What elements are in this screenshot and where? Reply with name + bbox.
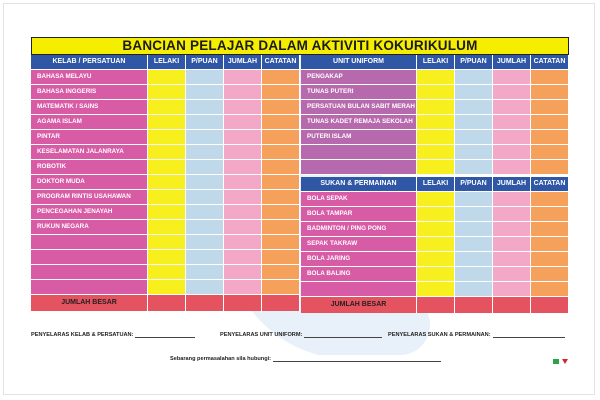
entry-cell[interactable] xyxy=(531,160,569,175)
activity-label: BOLA TAMPAR xyxy=(301,207,417,222)
entry-cell[interactable] xyxy=(262,130,300,145)
entry-cell[interactable] xyxy=(148,175,186,190)
activity-label: DOKTOR MUDA xyxy=(31,175,148,190)
entry-cell[interactable] xyxy=(148,70,186,85)
publisher-logos xyxy=(553,359,569,364)
column-header: CATATAN xyxy=(531,177,569,192)
entry-cell[interactable] xyxy=(186,160,224,175)
entry-cell[interactable] xyxy=(455,100,493,115)
entry-cell[interactable] xyxy=(224,115,262,130)
entry-cell[interactable] xyxy=(262,280,300,295)
table-row xyxy=(31,265,300,280)
entry-cell[interactable] xyxy=(493,130,531,145)
uniform-unit-table xyxy=(301,55,569,175)
activity-label xyxy=(301,160,417,175)
grand-total-cell[interactable] xyxy=(262,295,300,311)
entry-cell[interactable] xyxy=(186,175,224,190)
column-header: CATATAN xyxy=(531,55,569,70)
uniform-coordinator-line[interactable] xyxy=(304,331,382,338)
entry-cell[interactable] xyxy=(493,70,531,85)
entry-cell[interactable] xyxy=(531,282,569,297)
activity-label xyxy=(301,145,417,160)
contact-line-blank[interactable] xyxy=(273,355,441,362)
grand-total-cell[interactable] xyxy=(148,295,186,311)
table-header-row xyxy=(301,177,569,192)
column-header: LELAKI xyxy=(417,177,455,192)
entry-cell[interactable] xyxy=(417,115,455,130)
activity-label: BAHASA MELAYU xyxy=(31,70,148,85)
table-row xyxy=(301,267,569,282)
entry-cell[interactable] xyxy=(417,192,455,207)
entry-cell[interactable] xyxy=(455,85,493,100)
entry-cell[interactable] xyxy=(493,192,531,207)
club-society-table xyxy=(31,55,300,311)
entry-cell[interactable] xyxy=(455,207,493,222)
red-check-icon xyxy=(562,359,569,364)
table-row xyxy=(31,100,300,115)
entry-cell[interactable] xyxy=(224,85,262,100)
grand-total-cell[interactable] xyxy=(186,295,224,311)
entry-cell[interactable] xyxy=(493,267,531,282)
entry-cell[interactable] xyxy=(455,130,493,145)
entry-cell[interactable] xyxy=(148,85,186,100)
entry-cell[interactable] xyxy=(148,190,186,205)
activity-label: PUTERI ISLAM xyxy=(301,130,417,145)
activity-label: PENGAKAP xyxy=(301,70,417,85)
sports-coordinator-label: PENYELARAS SUKAN & PERMAINAN: xyxy=(388,332,491,338)
entry-cell[interactable] xyxy=(493,145,531,160)
entry-cell[interactable] xyxy=(148,265,186,280)
activity-label: BOLA JARING xyxy=(301,252,417,267)
entry-cell[interactable] xyxy=(493,115,531,130)
entry-cell[interactable] xyxy=(262,100,300,115)
entry-cell[interactable] xyxy=(417,100,455,115)
table-row xyxy=(301,70,569,85)
entry-cell[interactable] xyxy=(224,280,262,295)
entry-cell[interactable] xyxy=(493,282,531,297)
entry-cell[interactable] xyxy=(262,250,300,265)
entry-cell[interactable] xyxy=(148,130,186,145)
entry-cell[interactable] xyxy=(224,70,262,85)
table-row xyxy=(31,130,300,145)
table-row xyxy=(301,282,569,297)
entry-cell[interactable] xyxy=(224,250,262,265)
table-row xyxy=(31,205,300,220)
activity-label xyxy=(31,235,148,250)
entry-cell[interactable] xyxy=(224,265,262,280)
table-row xyxy=(31,250,300,265)
grand-total-label: JUMLAH BESAR xyxy=(31,295,148,311)
table-row xyxy=(31,145,300,160)
entry-cell[interactable] xyxy=(531,100,569,115)
club-coordinator-signature xyxy=(31,331,195,338)
entry-cell[interactable] xyxy=(186,145,224,160)
table-row xyxy=(301,192,569,207)
table-row xyxy=(301,237,569,252)
entry-cell[interactable] xyxy=(148,235,186,250)
table-row xyxy=(31,190,300,205)
entry-cell[interactable] xyxy=(262,85,300,100)
entry-cell[interactable] xyxy=(417,207,455,222)
grand-total-cell[interactable] xyxy=(417,297,455,313)
activity-label: AGAMA ISLAM xyxy=(31,115,148,130)
grand-total-cell[interactable] xyxy=(224,295,262,311)
activity-label xyxy=(301,282,417,297)
table-row xyxy=(31,85,300,100)
activity-label: BADMINTON / PING PONG xyxy=(301,222,417,237)
entry-cell[interactable] xyxy=(186,235,224,250)
entry-cell[interactable] xyxy=(455,282,493,297)
activity-label xyxy=(31,280,148,295)
entry-cell[interactable] xyxy=(531,70,569,85)
entry-cell[interactable] xyxy=(531,115,569,130)
contact-line xyxy=(170,355,441,362)
entry-cell[interactable] xyxy=(186,190,224,205)
entry-cell[interactable] xyxy=(455,70,493,85)
entry-cell[interactable] xyxy=(186,85,224,100)
entry-cell[interactable] xyxy=(262,115,300,130)
entry-cell[interactable] xyxy=(531,85,569,100)
table-row xyxy=(31,280,300,295)
category-header: UNIT UNIFORM xyxy=(301,55,417,70)
activity-label: PERSATUAN BULAN SABIT MERAH xyxy=(301,100,417,115)
grand-total-cell[interactable] xyxy=(493,297,531,313)
entry-cell[interactable] xyxy=(531,237,569,252)
contact-label: Sebarang permasalahan sila hubungi: xyxy=(170,356,272,362)
entry-cell[interactable] xyxy=(531,130,569,145)
entry-cell[interactable] xyxy=(417,160,455,175)
club-coordinator-label: PENYELARAS KELAB & PERSATUAN: xyxy=(31,332,134,338)
entry-cell[interactable] xyxy=(531,222,569,237)
entry-cell[interactable] xyxy=(186,115,224,130)
entry-cell[interactable] xyxy=(262,205,300,220)
entry-cell[interactable] xyxy=(148,100,186,115)
column-header: P/PUAN xyxy=(186,55,224,70)
activity-label: PROGRAM RINTIS USAHAWAN xyxy=(31,190,148,205)
column-header: JUMLAH xyxy=(224,55,262,70)
table-row xyxy=(31,220,300,235)
column-header: JUMLAH xyxy=(493,177,531,192)
entry-cell[interactable] xyxy=(417,222,455,237)
entry-cell[interactable] xyxy=(417,85,455,100)
page-title: BANCIAN PELAJAR DALAM AKTIVITI KOKURIKULUM xyxy=(31,37,569,55)
activity-label: RUKUN NEGARA xyxy=(31,220,148,235)
activity-label: MATEMATIK / SAINS xyxy=(31,100,148,115)
entry-cell[interactable] xyxy=(417,145,455,160)
entry-cell[interactable] xyxy=(148,205,186,220)
entry-cell[interactable] xyxy=(262,70,300,85)
entry-cell[interactable] xyxy=(148,145,186,160)
entry-cell[interactable] xyxy=(186,70,224,85)
table-row xyxy=(301,100,569,115)
table-row xyxy=(31,175,300,190)
grand-total-label: JUMLAH BESAR xyxy=(301,297,417,313)
table-row xyxy=(301,85,569,100)
sports-games-table xyxy=(301,177,569,313)
entry-cell[interactable] xyxy=(148,250,186,265)
activity-label: TUNAS PUTERI xyxy=(301,85,417,100)
entry-cell[interactable] xyxy=(531,252,569,267)
activity-label: BOLA SEPAK xyxy=(301,192,417,207)
table-row xyxy=(301,145,569,160)
grand-total-row xyxy=(31,295,300,311)
entry-cell[interactable] xyxy=(148,115,186,130)
column-header: LELAKI xyxy=(417,55,455,70)
entry-cell[interactable] xyxy=(262,160,300,175)
table-row xyxy=(301,222,569,237)
entry-cell[interactable] xyxy=(455,160,493,175)
activity-label xyxy=(31,265,148,280)
activity-label: PINTAR xyxy=(31,130,148,145)
table-row xyxy=(31,235,300,250)
entry-cell[interactable] xyxy=(262,190,300,205)
activity-label: TUNAS KADET REMAJA SEKOLAH xyxy=(301,115,417,130)
entry-cell[interactable] xyxy=(224,100,262,115)
grand-total-row xyxy=(301,297,569,313)
entry-cell[interactable] xyxy=(531,192,569,207)
sports-coordinator-line[interactable] xyxy=(493,331,565,338)
entry-cell[interactable] xyxy=(148,280,186,295)
entry-cell[interactable] xyxy=(148,220,186,235)
entry-cell[interactable] xyxy=(262,265,300,280)
column-header: P/PUAN xyxy=(455,55,493,70)
table-row xyxy=(301,207,569,222)
entry-cell[interactable] xyxy=(224,175,262,190)
entry-cell[interactable] xyxy=(455,222,493,237)
entry-cell[interactable] xyxy=(224,235,262,250)
entry-cell[interactable] xyxy=(417,267,455,282)
entry-cell[interactable] xyxy=(224,145,262,160)
entry-cell[interactable] xyxy=(186,265,224,280)
club-coordinator-line[interactable] xyxy=(135,331,195,338)
entry-cell[interactable] xyxy=(224,190,262,205)
table-row xyxy=(301,130,569,145)
entry-cell[interactable] xyxy=(493,222,531,237)
entry-cell[interactable] xyxy=(417,130,455,145)
activity-label xyxy=(31,250,148,265)
entry-cell[interactable] xyxy=(262,220,300,235)
entry-cell[interactable] xyxy=(531,207,569,222)
entry-cell[interactable] xyxy=(417,252,455,267)
entry-cell[interactable] xyxy=(531,145,569,160)
entry-cell[interactable] xyxy=(417,282,455,297)
table-row xyxy=(301,160,569,175)
green-logo-icon xyxy=(553,359,559,364)
entry-cell[interactable] xyxy=(186,220,224,235)
entry-cell[interactable] xyxy=(493,100,531,115)
grand-total-cell[interactable] xyxy=(531,297,569,313)
entry-cell[interactable] xyxy=(262,175,300,190)
entry-cell[interactable] xyxy=(186,250,224,265)
entry-cell[interactable] xyxy=(417,70,455,85)
entry-cell[interactable] xyxy=(262,235,300,250)
table-row xyxy=(301,115,569,130)
entry-cell[interactable] xyxy=(186,100,224,115)
entry-cell[interactable] xyxy=(186,205,224,220)
entry-cell[interactable] xyxy=(531,267,569,282)
column-header: LELAKI xyxy=(148,55,186,70)
table-row xyxy=(31,115,300,130)
table-row xyxy=(31,160,300,175)
entry-cell[interactable] xyxy=(455,237,493,252)
activity-label: ROBOTIK xyxy=(31,160,148,175)
entry-cell[interactable] xyxy=(186,130,224,145)
sports-coordinator-signature xyxy=(388,331,565,338)
entry-cell[interactable] xyxy=(493,85,531,100)
category-header: SUKAN & PERMAINAN xyxy=(301,177,417,192)
activity-label: BAHASA INGGERIS xyxy=(31,85,148,100)
column-header: JUMLAH xyxy=(493,55,531,70)
table-row xyxy=(301,252,569,267)
activity-label: KESELAMATAN JALANRAYA xyxy=(31,145,148,160)
entry-cell[interactable] xyxy=(455,267,493,282)
entry-cell[interactable] xyxy=(493,237,531,252)
entry-cell[interactable] xyxy=(493,207,531,222)
entry-cell[interactable] xyxy=(262,145,300,160)
activity-label: BOLA BALING xyxy=(301,267,417,282)
column-header: P/PUAN xyxy=(455,177,493,192)
entry-cell[interactable] xyxy=(224,160,262,175)
entry-cell[interactable] xyxy=(455,192,493,207)
table-header-row xyxy=(301,55,569,70)
entry-cell[interactable] xyxy=(186,280,224,295)
entry-cell[interactable] xyxy=(455,115,493,130)
entry-cell[interactable] xyxy=(455,252,493,267)
table-header-row xyxy=(31,55,300,70)
table-row xyxy=(31,70,300,85)
entry-cell[interactable] xyxy=(224,220,262,235)
category-header: KELAB / PERSATUAN xyxy=(31,55,148,70)
entry-cell[interactable] xyxy=(417,237,455,252)
entry-cell[interactable] xyxy=(148,160,186,175)
entry-cell[interactable] xyxy=(224,130,262,145)
entry-cell[interactable] xyxy=(224,205,262,220)
uniform-coordinator-signature xyxy=(220,331,382,338)
grand-total-cell[interactable] xyxy=(455,297,493,313)
entry-cell[interactable] xyxy=(493,252,531,267)
entry-cell[interactable] xyxy=(493,160,531,175)
uniform-coordinator-label: PENYELARAS UNIT UNIFORM: xyxy=(220,332,303,338)
entry-cell[interactable] xyxy=(455,145,493,160)
activity-label: SEPAK TAKRAW xyxy=(301,237,417,252)
column-header: CATATAN xyxy=(262,55,300,70)
activity-label: PENCEGAHAN JENAYAH xyxy=(31,205,148,220)
